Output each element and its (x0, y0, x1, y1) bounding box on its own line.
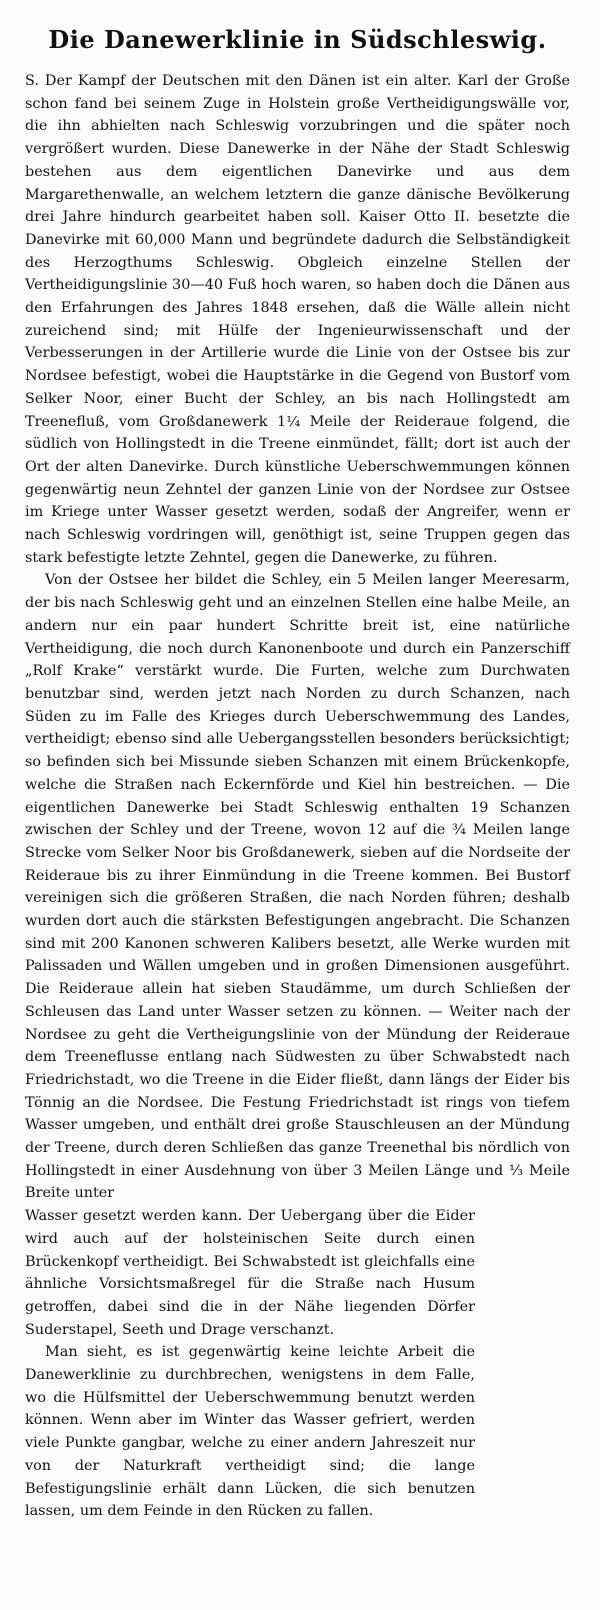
paragraph-4: Man sieht, es ist gegenwärtig keine leichte Arbeit die Danewerklinie zu durchbrechen, wenigstens in dem Falle, wo die Hülfsmittel der Ueberschwemmung benutzt werden können. Wenn aber im Winter das Wasser gefriert, werden viele Punkte gangbar, welche zu einer andern Jahreszeit nur von der Naturkraft vertheidigt sind; die lange Befestigungslinie erhält dann Lücken, die sich benutzen lassen, um dem Feinde in den Rücken zu fallen. (25, 1344, 475, 1520)
paragraph-2: Von der Ostsee her bildet die Schley, ein 5 Meilen langer Meeresarm, der bis nach Schleswig geht und an einzelnen Stellen eine halbe Meile, an andern nur ein paar hundert Schritte breit ist, eine natürliche Vertheidigung, die noch durch Kanonenboote und durch ein Panzerschiff „Rolf Krake“ verstärkt wurde. Die Furten, welche zum Durchwaten benutzbar sind, werden jetzt nach Norden zu durch Schanzen, nach Süden zu im Falle des Krieges durch Ueberschwemmung des Landes, vertheidigt; ebenso sind alle Uebergangsstellen besonders berücksichtigt; so befinden sich bei Missunde sieben Schanzen mit einem Brückenkopfe, welche die Straßen nach Eckernförde und Kiel hin bestreichen. — Die eigentlichen Danewerke bei Stadt Schleswig enthalten 19 Schanzen zwischen der Schley und der Treene, wovon 12 auf die ¾ Meilen lange Strecke vom Selker Noor bis Großdanewerk, sieben auf die Nordseite der Reideraue bis zu ihrer Einmündung in die Treene kommen. Bei Bustorf vereinigen sich die größeren Straßen, die nach Norden führen; deshalb wurden dort auch die stärksten Befestigungen angebracht. Die Schanzen sind mit 200 Kanonen schweren Kalibers besetzt, alle Werke wurden mit Palissaden und Wällen umgeben und in großen Dimensionen ausgeführt. Die Reideraue allein hat sieben Staudämme, um durch Schließen der Schleusen das Land unter Wasser setzen zu können. — Weiter nach der Nordsee zu geht die Vertheigungslinie von der Mündung der Reideraue dem Treeneflusse entlang nach Südwesten zu über Schwabstedt nach Friedrichstadt, wo die Treene in die Eider fließt, dann längs der Eider bis Tönnig an die Nordsee. Die Festung Friedrichstadt ist rings von tiefem Wasser umgeben, und enthält drei große Stauschleusen an der Mündung der Treene, durch deren Schließen das ganze Treenethal bis nördlich von Hollingstedt in einer Ausdehnung von über 3 Meilen Länge und ⅓ Meile Breite unter (25, 572, 570, 1202)
article-title: Die Danewerklinie in Südschleswig. (48, 25, 547, 54)
paragraph-3-continuation: Wasser gesetzt werden kann. Der Uebergang über die Eider wird auch auf der holsteinischen Seite durch einen Brückenkopf vertheidigt. Bei Schwabstedt ist gleichfalls eine ähnliche Vorsichtsmaßregel für die Straße nach Husum getroffen, dabei sind die in der Nähe liegenden Dörfer Suderstapel, Seeth und Drage verschanzt. (25, 1208, 475, 1338)
paragraph-1: S. Der Kampf der Deutschen mit den Dänen ist ein alter. Karl der Große schon fand bei seinem Zuge in Holstein große Vertheidigungswälle vor, die ihn abhielten nach Schleswig vorzubringen und die später noch vergrößert wurden. Diese Danewerke in der Nähe der Stadt Schleswig bestehen aus dem eigentlichen Danevirke und aus dem Margarethenwalle, an welchem letztern die ganze dänische Bevölkerung drei Jahre hindurch gearbeitet haben soll. Kaiser Otto II. besetzte die Danevirke mit 60,000 Mann und begründete dadurch die Selbständigkeit des Herzogthums Schleswig. Obgleich einzelne Stellen der Vertheidigungslinie 30—40 Fuß hoch waren, so haben doch die Dänen aus den Erfahrungen des Jahres 1848 ersehen, daß die Wälle allein nicht zureichend sind; mit Hülfe der Ingenieurwissenschaft und der Verbesserungen in der Artillerie wurde die Linie von der Ostsee bis zur Nordsee befestigt, wobei die Hauptstärke in die Gegend von Bustorf vom Selker Noor, einer Bucht der Schley, an bis nach Hollingstedt am Treenefluß, vom Großdanewerk 1¼ Meile der Reideraue folgend, die südlich von Hollingstedt in die Treene einmündet, fällt; dort ist auch der Ort der alten Danevirke. Durch künstliche Ueberschwemmungen können gegenwärtig neun Zehntel der ganzen Linie von der Nordsee zur Ostsee im Kriege unter Wasser gesetzt werden, sodaß der Angreifer, wenn er nach Schleswig vordringen will, genöthigt ist, seine Truppen gegen das stark befestigte letzte Zehntel, gegen die Danewerke, zu führen. (25, 73, 570, 566)
